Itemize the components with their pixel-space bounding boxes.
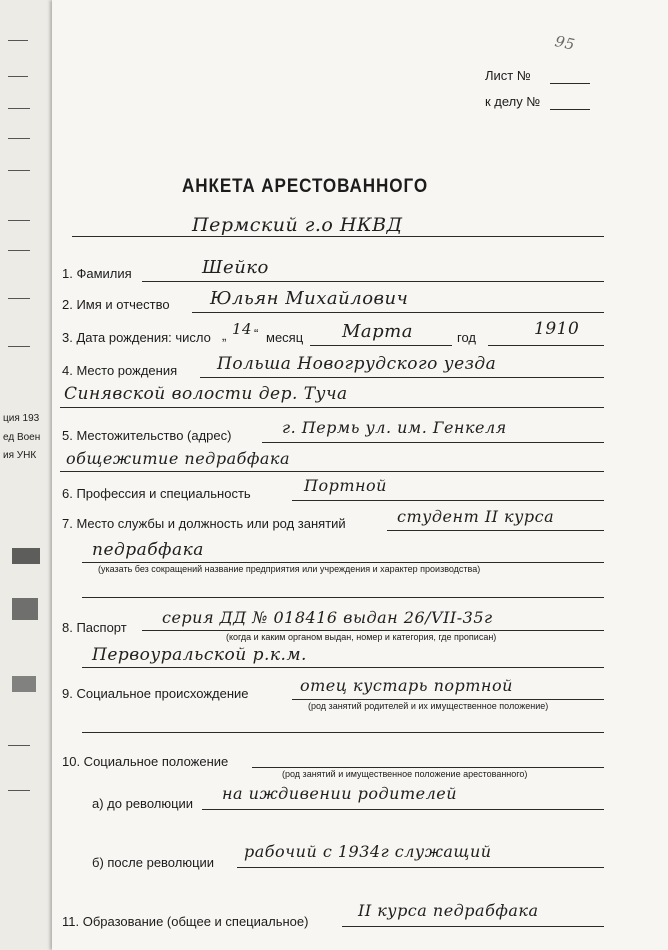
surname-line: [142, 281, 604, 282]
social-origin-value: отец кустарь портной: [300, 676, 513, 695]
profession-value: Портной: [304, 476, 387, 495]
before-revolution-line: [202, 809, 604, 810]
birth-year-value: 1910: [534, 319, 580, 339]
social-origin-note: (род занятий родителей и их имущественное положение): [308, 701, 549, 711]
workplace-line2: [82, 562, 604, 563]
margin-fragment-3: ия УНК: [3, 450, 37, 461]
name-line: [192, 312, 604, 313]
passport-line2: [82, 667, 604, 668]
birthplace-value-line2: Синявской волости дер. Туча: [64, 384, 348, 404]
social-status-line: [252, 767, 604, 768]
birthplace-line2: [60, 407, 604, 408]
passport-line1: [142, 630, 604, 631]
margin-fragment-1: ция 193: [3, 413, 40, 424]
margin-fragment-2: ед Воен: [3, 432, 41, 443]
case-number-line: [550, 109, 590, 110]
after-revolution-label: б) после революции: [92, 855, 215, 870]
workplace-value-line1: студент II курса: [397, 507, 555, 526]
birthplace-value-line1: Польша Новогрудского уезда: [217, 354, 497, 374]
margin-tick: [8, 790, 30, 791]
residence-value-line2: общежитие педрабфака: [66, 449, 291, 468]
social-origin-line: [292, 699, 604, 700]
margin-tick: [8, 220, 30, 221]
margin-tick: [8, 745, 30, 746]
office-handwritten: Пермский г.о НКВД: [192, 214, 403, 236]
questionnaire-page: [52, 0, 668, 950]
birth-day-open-quote: „: [222, 328, 227, 343]
after-revolution-line: [237, 867, 604, 868]
margin-tick: [8, 40, 28, 41]
margin-tick: [8, 138, 30, 139]
passport-note: (когда и каким органом выдан, номер и категория, где прописан): [226, 632, 497, 642]
workplace-label: 7. Место службы и должность или род занятий: [62, 516, 346, 531]
social-origin-label: 9. Социальное происхождение: [62, 686, 249, 701]
birth-year-label: год: [457, 330, 476, 345]
education-value: II курса педрабфака: [358, 901, 539, 920]
margin-tick: [8, 108, 30, 109]
case-number-label: к делу №: [485, 94, 541, 109]
birthplace-line1: [200, 377, 604, 378]
surname-label: 1. Фамилия: [62, 266, 132, 281]
margin-tick: [8, 170, 30, 171]
margin-tick: [8, 346, 30, 347]
birth-month-label: месяц: [266, 330, 304, 345]
residence-value-line1: г. Пермь ул. им. Генкеля: [282, 418, 507, 437]
birth-date-label: 3. Дата рождения: число: [62, 330, 211, 345]
workplace-line3: [82, 597, 604, 598]
list-number-line: [550, 83, 590, 84]
workplace-note: (указать без сокращений название предприятия или учреждения и характер производства): [98, 564, 481, 574]
education-label: 11. Образование (общее и специальное): [62, 914, 309, 929]
before-revolution-value: на иждивении родителей: [222, 784, 458, 803]
birthplace-label: 4. Место рождения: [62, 363, 178, 378]
profession-line: [292, 500, 604, 501]
education-line: [342, 926, 604, 927]
corner-number: 95: [553, 32, 577, 54]
birth-month-line: [310, 345, 452, 346]
margin-stamp-mark: [12, 676, 36, 692]
profession-label: 6. Профессия и специальность: [62, 486, 251, 501]
birth-month-value: Марта: [342, 321, 413, 342]
margin-tick: [8, 250, 30, 251]
passport-value-line2: Первоуральской р.к.м.: [92, 645, 307, 665]
name-value: Юльян Михайлович: [210, 288, 409, 309]
workplace-value-line2: педрабфака: [92, 540, 204, 560]
before-revolution-label: а) до революции: [92, 796, 194, 811]
form-title: АНКЕТА АРЕСТОВАННОГО: [182, 176, 429, 197]
residence-line2: [60, 471, 604, 472]
passport-label: 8. Паспорт: [62, 620, 127, 635]
passport-value-line1: серия ДД № 018416 выдан 26/VII-35г: [162, 608, 493, 627]
margin-stamp-mark: [12, 548, 40, 564]
social-status-label: 10. Социальное положение: [62, 754, 229, 769]
surname-value: Шейко: [202, 257, 269, 278]
margin-tick: [8, 298, 30, 299]
workplace-line1: [387, 530, 604, 531]
birth-year-line: [488, 345, 604, 346]
social-status-note: (род занятий и имущественное положение арестованного): [282, 769, 528, 779]
after-revolution-value: рабочий с 1934г служащий: [244, 842, 492, 861]
office-line: [72, 236, 604, 237]
list-number-label: Лист №: [485, 68, 531, 83]
margin-tick: [8, 76, 28, 77]
social-origin-line2: [82, 732, 604, 733]
residence-label: 5. Местожительство (адрес): [62, 428, 232, 443]
birth-day-close-quote: “: [254, 326, 259, 341]
birth-day-value: 14: [232, 320, 253, 338]
name-label: 2. Имя и отчество: [62, 297, 170, 312]
residence-line1: [262, 442, 604, 443]
margin-stamp-mark: [12, 598, 38, 620]
